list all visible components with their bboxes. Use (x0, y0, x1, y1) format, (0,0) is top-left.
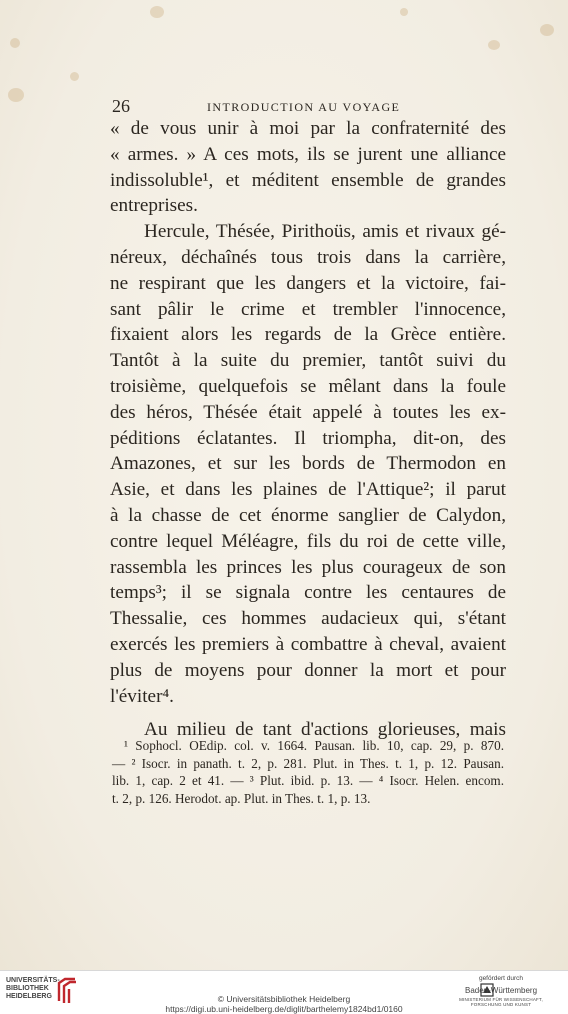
foxing-spot (540, 24, 554, 36)
library-name: UNIVERSITÄTS- BIBLIOTHEK HEIDELBERG (6, 977, 60, 1001)
text-line: indissoluble¹, et méditent ensemble de grandes (110, 168, 506, 194)
text-line: Thessalie, ces hommes audacieux qui, s'étant (110, 606, 506, 632)
text-line: Asie, et dans les plaines de l'Attique²; il parut (110, 477, 506, 503)
funded-by-label: gefördert durch (446, 975, 556, 982)
text-line: exercés les premiers à combattre à cheval, avaient (110, 632, 506, 658)
footnote-line: t. 2, p. 126. Herodot. ap. Plut. in Thes. t. 1, p. 13. (112, 790, 504, 808)
text-line: « armes. » A ces mots, ils se jurent une alliance (110, 142, 506, 168)
funder-ministry: MINISTERIUM FÜR WISSENSCHAFT, FORSCHUNG UND KUNST (446, 997, 556, 1007)
running-head: INTRODUCTION AU VOYAGE (207, 100, 400, 115)
footnotes (112, 737, 504, 807)
text-line: péditions éclatantes. Il triompha, dit-on, des (110, 426, 506, 452)
text-line: Amazones, et sur les bords de Thermodon en (110, 451, 506, 477)
text-line: entreprises. (110, 193, 506, 219)
foxing-spot (10, 38, 20, 48)
text-line: Tantôt à la suite du premier, tantôt suivi du (110, 348, 506, 374)
funding-note (446, 975, 556, 1007)
footnote-line: — ² Isocr. in panath. t. 2, p. 281. Plut. in Thes. t. 1, p. 12. Pausan. (112, 755, 504, 773)
foxing-spot (488, 40, 500, 50)
copyright-text: © Universitätsbibliothek Heidelberg (0, 995, 568, 1005)
page-number: 26 (112, 96, 130, 117)
foxing-spot (70, 72, 79, 81)
text-line: contre lequel Méléagre, fils du roi de cette ville, (110, 529, 506, 555)
permalink[interactable]: https://digi.ub.uni-heidelberg.de/diglit/barthelemy1824bd1/0160 (0, 1005, 568, 1014)
footnote-line: ¹ Sophocl. OEdip. col. v. 1664. Pausan. lib. 10, cap. 29, p. 870. (112, 737, 504, 755)
text-line: plus de moyens pour donner la mort et pour (110, 658, 506, 684)
text-line: rassembla les princes les plus courageux de son (110, 555, 506, 581)
text-line: à la chasse de cet énorme sanglier de Calydon, (110, 503, 506, 529)
funder-name: Baden-Württemberg (446, 986, 556, 995)
foxing-spot (150, 6, 164, 18)
foxing-spot (400, 8, 408, 16)
text-line: sant pâlir le crime et trembler l'innocence, (110, 297, 506, 323)
text-line: des héros, Thésée était appelé à toutes les ex- (110, 400, 506, 426)
text-line: Hercule, Thésée, Pirithoüs, amis et rivaux gé- (110, 219, 506, 245)
text-line: ne respirant que les dangers et la victoire, fai- (110, 271, 506, 297)
footnote-line: lib. 1, cap. 2 et 41. — ³ Plut. ibid. p. 13. — ⁴ Isocr. Helen. encom. (112, 772, 504, 790)
page-header (112, 96, 504, 116)
text-line: troisième, quelquefois se mêlant dans la foule (110, 374, 506, 400)
text-line: « de vous unir à moi par la confraternité des (110, 116, 506, 142)
foxing-spot (8, 88, 24, 102)
footer-bar (0, 970, 568, 1014)
text-line: temps³; il se signala contre les centaures de (110, 580, 506, 606)
text-line: Au milieu de tant d'actions glorieuses, mais (110, 717, 506, 743)
body-text (110, 116, 506, 743)
text-line: fixaient alors les regards de la Grèce entière. (110, 322, 506, 348)
text-line: l'éviter⁴. (110, 684, 506, 710)
text-line: néreux, déchaînés tous trois dans la carrière, (110, 245, 506, 271)
